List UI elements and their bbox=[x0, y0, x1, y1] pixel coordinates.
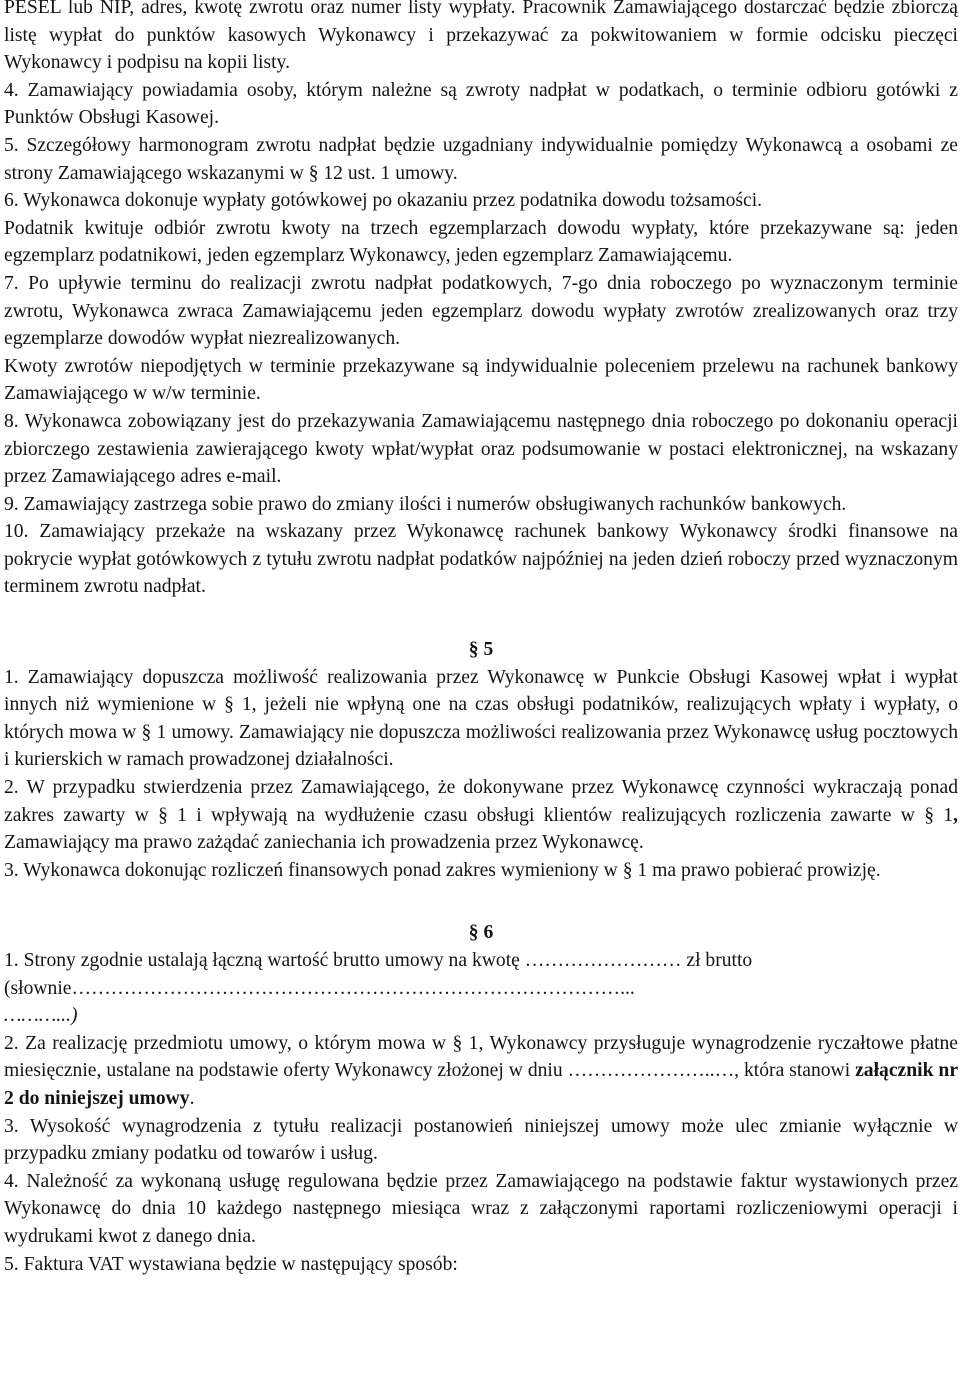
section-6-point-5: 5. Faktura VAT wystawiana będzie w następujący sposób: bbox=[4, 1253, 458, 1275]
section-6-point-2 bbox=[4, 1030, 958, 1113]
section-5-point-2-text-b: Zamawiający ma prawo zażądać zaniechania ich prowadzenia przez Wykonawcę. bbox=[4, 832, 644, 854]
section-6-point-3: 3. Wysokość wynagrodzenia z tytułu realizacji postanowień niniejszej umowy może ulec zmianie wyłącznie w przypadku zmiany podatku od towarów i usług. bbox=[4, 1115, 958, 1165]
section-6-point-2-text: 2. Za realizację przedmiotu umowy, o którym mowa w § 1, Wykonawcy przysługuje wynagrodzenie ryczałtowe płatne miesięcznie, ustalane na podstawie oferty Wykonawcy złożonej w dniu …………………..…, która stanowi bbox=[4, 1032, 958, 1082]
in-words-label: (słownie bbox=[4, 977, 72, 999]
section-heading-5: § 5 bbox=[468, 639, 494, 661]
section-gap bbox=[4, 601, 958, 636]
section-6-point-1 bbox=[4, 947, 958, 1030]
paragraph-10: 10. Zamawiający przekaże na wskazany przez Wykonawcę rachunek bankowy Wykonawcy środki finansowe na pokrycie wypłat gotówkowych z tytułu zwrotu nadpłat podatków najpóźniej na jeden dzień roboczy przed wyznaczonym terminem zwrotu nadpłat. bbox=[4, 521, 958, 598]
section-5-point-1: 1. Zamawiający dopuszcza możliwość realizowania przez Wykonawcę w Punkcie Obsługi Kasowej wpłat i wypłat innych niż wymienione w § 1, jeżeli nie wpłyną one na czas obsługi podatników, realizujących wpłaty i wypłaty, o których mowa w § 1 umowy. Zamawiający nie dopuszcza możliwości realizowania przez Wykonawcę usług pocztowych i kurierskich w ramach prowadzonej działalności. bbox=[4, 666, 958, 771]
paragraph-5: 5. Szczegółowy harmonogram zwrotu nadpłat będzie uzgadniany indywidualnie pomiędzy Wykonawcą a osobami ze strony Zamawiającego wskazanymi w § 12 ust. 1 umowy. bbox=[4, 134, 958, 184]
in-words-blank: …………………………………………………………………………... bbox=[71, 977, 635, 999]
paragraph-7-continuation: Kwoty zwrotów niepodjętych w terminie przekazywane są indywidualnie poleceniem przelewu na rachunek bankowy Zamawiającego w w/w terminie. bbox=[4, 355, 958, 405]
in-words-blank-end: ………...) bbox=[4, 1005, 78, 1027]
paragraph-9: 9. Zamawiający zastrzega sobie prawo do zmiany ilości i numerów obsługiwanych rachunków bankowych. bbox=[4, 493, 847, 515]
paragraph-6-continuation: Podatnik kwituje odbiór zwrotu kwoty na trzech egzemplarzach dowodu wypłaty, które przekazywane są: jeden egzemplarz podatnikowi, jeden egzemplarz Wykonawcy, jeden egzemplarz Zamawiającemu. bbox=[4, 217, 958, 267]
paragraph-6: 6. Wykonawca dokonuje wypłaty gotówkowej po okazaniu przez podatnika dowodu tożsamości. bbox=[4, 190, 763, 212]
amount-blank: …………………… bbox=[519, 950, 687, 971]
paragraph-top: PESEL lub NIP, adres, kwotę zwrotu oraz numer listy wypłaty. Pracownik Zamawiającego dostarczać będzie zbiorczą listę wypłat do punktów kasowych Wykonawcy i przekazywać za pokwitowaniem w formie odcisku pieczęci Wykonawcy i podpisu na kopii listy. bbox=[4, 0, 958, 74]
section-5-point-3: 3. Wykonawca dokonując rozliczeń finansowych ponad zakres wymieniony w § 1 ma prawo pobierać prowizję. bbox=[4, 859, 881, 881]
attachment-reference: załącznik nr 2 do niniejszej umowy bbox=[4, 1060, 959, 1109]
section-6-point-4: 4. Należność za wykonaną usługę regulowana będzie przez Zamawiającego na podstawie faktur wystawionych przez Wykonawcę do dnia 10 każdego następnego miesiąca wraz z załączonymi raportami rozliczeniowymi operacji i wydrukami kwot z danego dnia. bbox=[4, 1170, 958, 1247]
paragraph-8: 8. Wykonawca zobowiązany jest do przekazywania Zamawiającemu następnego dnia roboczego po dokonaniu operacji zbiorczego zestawienia zawierającego kwoty wpłat/wypłat oraz podsumowanie w postaci elektronicznej, na wskazany przez Zamawiającego adres e-mail. bbox=[4, 410, 958, 488]
section-6-point-1-text: 1. Strony zgodnie ustalają łączną wartość brutto umowy na kwotę bbox=[4, 950, 520, 971]
paragraph-4: 4. Zamawiający powiadamia osoby, którym należne są zwroty nadpłat w podatkach, o terminie odbioru gotówki z Punktów Obsługi Kasowej. bbox=[4, 79, 958, 129]
section-5-point-2-bold-comma: , bbox=[953, 804, 958, 826]
section-heading-6: § 6 bbox=[468, 922, 494, 944]
section-gap bbox=[4, 884, 958, 919]
section-5-point-2-text-a: 2. W przypadku stwierdzenia przez Zamawiającego, że dokonywane przez Wykonawcę czynności wykraczają ponad zakres zawarty w § 1 i wpływają na wydłużenie czasu obsługi klientów realizujących rozliczenia zawarte w § 1 bbox=[4, 777, 958, 826]
section-5-point-2 bbox=[4, 774, 958, 857]
paragraph-7: 7. Po upływie terminu do realizacji zwrotu nadpłat podatkowych, 7-go dnia roboczego po wyznaczonym terminie zwrotu, Wykonawca zwraca Zamawiającemu jeden egzemplarz dowodu wypłaty zwrotów zrealizowanych oraz trzy egzemplarze dowodów wypłat niezrealizowanych. bbox=[4, 272, 958, 350]
section-6-point-2-end: . bbox=[189, 1087, 195, 1109]
currency-text: zł brutto bbox=[686, 950, 753, 971]
